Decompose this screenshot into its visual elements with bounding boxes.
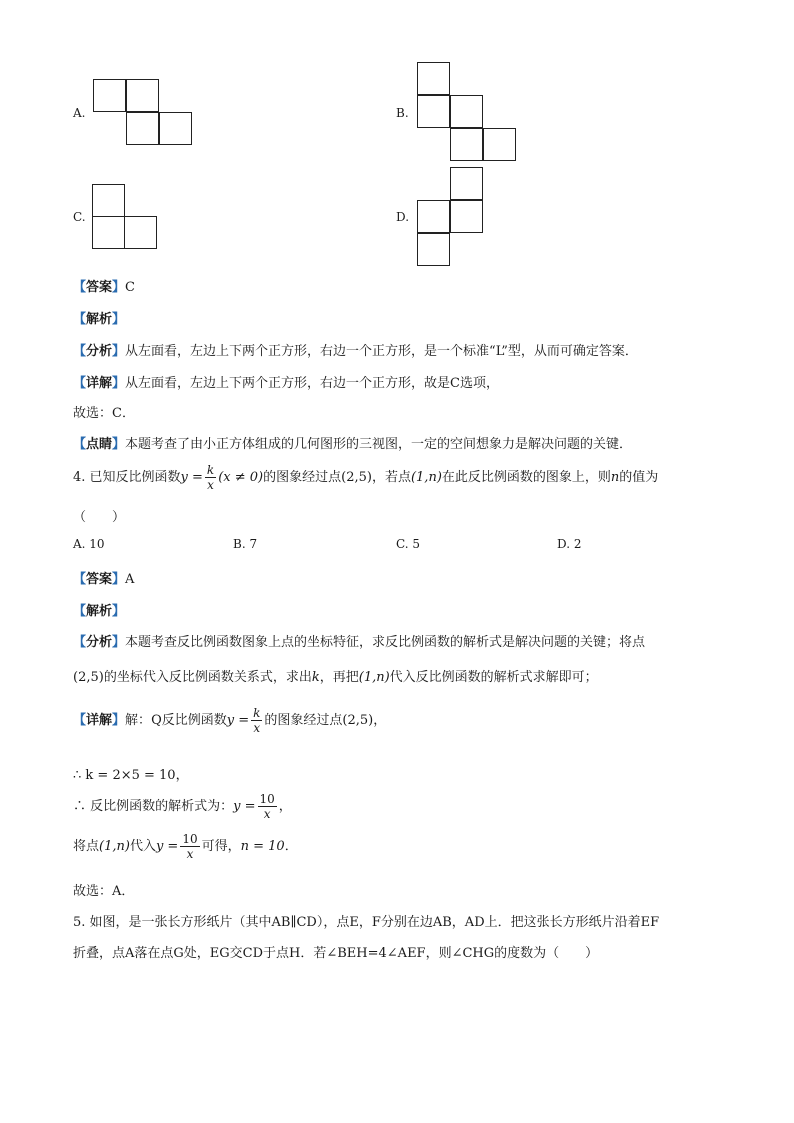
q4-step3: 将点(1,n)代入y = $\frac{10}{x}$ 可得，n = 10． — [73, 832, 298, 861]
q5-line1: 5. 如图，是一张长方形纸片（其中AB∥CD），点E，F分别在边AB，AD上．把这张长方形纸片沿着EF — [73, 915, 660, 930]
q4-xiangjie: 【详解】解：Q反比例函数y = $\frac{k}{x}$ 的图象经过点(2,5)， — [73, 706, 387, 735]
q3-fenxi: 【分析】从左面看，左边上下两个正方形，右边一个正方形，是一个标准“L”型，从而可确定答案． — [73, 344, 638, 359]
q4-choice-a: A. 10 — [73, 537, 105, 551]
q4-fenxi-cont: (2,5)的坐标代入反比例函数关系式，求出k，再把(1,n)代入反比例函数的解析式求解即可； — [73, 670, 598, 685]
q3-choose: 故选：C． — [73, 406, 135, 421]
q3-dianjing: 【点睛】本题考查了由小正方体组成的几何图形的三视图，一定的空间想象力是解决问题的关键． — [73, 437, 633, 452]
q4-choice-c: C. 5 — [396, 537, 421, 551]
option-b-label: B. — [396, 106, 409, 120]
q4-step2: ∴ 反比例函数的解析式为：y = $\frac{10}{x}$ ， — [73, 792, 292, 821]
q4-stem: 4. 已知反比例函数y = $\frac{k}{x}$ (x ≠ 0)的图象经过点(2,5)，若点(1,n)在此反比例函数的图象上，则n的值为 — [73, 463, 659, 492]
q4-choice-d: D. 2 — [557, 537, 582, 551]
q4-answer: 【答案】A — [73, 572, 135, 587]
q3-answer: 【答案】C — [73, 280, 135, 295]
option-a-label: A. — [73, 106, 86, 120]
q3-xiangjie: 【详解】从左面看，左边上下两个正方形，右边一个正方形，故是C选项， — [73, 376, 499, 391]
q5-line2: 折叠，点A落在点G处，EG交CD于点H．若∠BEH=4∠AEF，则∠CHG的度数为（ ） — [73, 946, 599, 961]
q4-analysis-heading: 【解析】 — [73, 604, 126, 619]
option-d-label: D. — [396, 210, 410, 224]
q3-analysis-heading: 【解析】 — [73, 312, 126, 327]
q4-choose: 故选：A． — [73, 884, 135, 899]
q4-choice-b: B. 7 — [233, 537, 258, 551]
option-c-label: C. — [73, 210, 86, 224]
q4-step1: ∴ k = 2×5 = 10， — [73, 768, 189, 783]
q4-paren: （ ） — [73, 510, 126, 525]
q4-fenxi: 【分析】本题考查反比例函数图象上点的坐标特征，求反比例函数的解析式是解决问题的关键；将点 — [73, 635, 646, 650]
